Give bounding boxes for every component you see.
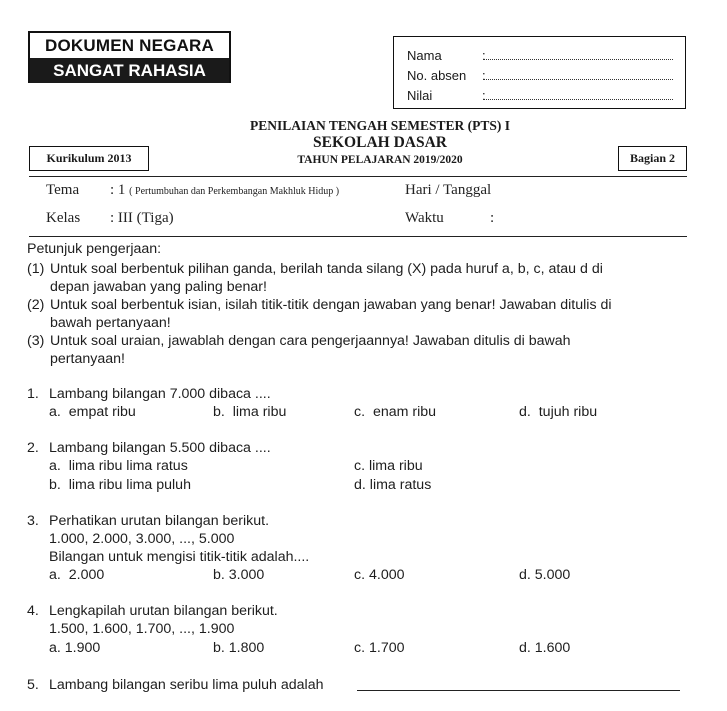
question-4-option-a[interactable]: a. 1.900 (49, 640, 101, 656)
question-3-option-c[interactable]: c. 4.000 (354, 567, 405, 583)
question-3-option-d[interactable]: d. 5.000 (519, 567, 571, 583)
hari-tanggal-label: Hari / Tanggal (405, 182, 492, 198)
identity-box (393, 36, 686, 109)
name-sep: : (482, 48, 486, 63)
waktu-label: Waktu (405, 210, 444, 226)
question-3-text-2: 1.000, 2.000, 3.000, ..., 5.000 (49, 531, 235, 547)
absen-sep: : (482, 68, 486, 83)
instruction-2-line-2: bawah pertanyaan! (50, 315, 171, 331)
question-3-text-3: Bilangan untuk mengisi titik-titik adalah.... (49, 549, 310, 565)
question-1-option-a[interactable]: a. empat ribu (49, 404, 136, 420)
name-dotted-line (483, 47, 673, 60)
stamp-line-2: SANGAT RAHASIA (30, 58, 229, 83)
question-5-answer-line[interactable] (357, 690, 680, 691)
question-3-option-a[interactable]: a. 2.000 (49, 567, 105, 583)
tema-value: : 1 (110, 182, 126, 198)
instruction-1-line-1: Untuk soal berbentuk pilihan ganda, berilah tanda silang (X) pada huruf a, b, c, atau d di (50, 261, 603, 277)
question-2-option-a[interactable]: a. lima ribu lima ratus (49, 458, 188, 474)
kelas-label: Kelas (46, 210, 81, 226)
question-5-text: Lambang bilangan seribu lima puluh adalah (49, 677, 324, 693)
instruction-1-num: (1) (27, 261, 45, 277)
absen-label: No. absen (407, 68, 467, 83)
question-1-option-d[interactable]: d. tujuh ribu (519, 404, 598, 420)
waktu-sep: : (490, 210, 495, 226)
kelas-value: : III (Tiga) (110, 210, 174, 226)
question-4-num: 4. (27, 603, 39, 619)
section-box: Bagian 2 (618, 146, 687, 171)
nilai-sep: : (482, 88, 486, 103)
question-4-option-d[interactable]: d. 1.600 (519, 640, 571, 656)
question-2-text: Lambang bilangan 5.500 dibaca .... (49, 440, 271, 456)
question-1-option-b[interactable]: b. lima ribu (213, 404, 287, 420)
question-4-text-2: 1.500, 1.600, 1.700, ..., 1.900 (49, 621, 235, 637)
question-3-text-1: Perhatikan urutan bilangan berikut. (49, 513, 270, 529)
instruction-2-line-1: Untuk soal berbentuk isian, isilah titik-titik dengan jawaban yang benar! Jawaban ditulis di (50, 297, 612, 313)
question-3-num: 3. (27, 513, 39, 529)
instruction-3-line-1: Untuk soal uraian, jawablah dengan cara pengerjaannya! Jawaban ditulis di bawah (50, 333, 571, 349)
question-2-option-d[interactable]: d. lima ratus (354, 477, 432, 493)
name-field[interactable] (407, 47, 486, 65)
stamp-line-1: DOKUMEN NEGARA (44, 36, 215, 55)
absen-dotted-line (483, 67, 673, 80)
tema-label: Tema (46, 182, 80, 198)
question-1-num: 1. (27, 386, 39, 402)
instruction-3-line-2: pertanyaan! (50, 351, 125, 367)
header-rule (29, 176, 687, 177)
instruction-1-line-2: depan jawaban yang paling benar! (50, 279, 267, 295)
name-label: Nama (407, 48, 442, 63)
exam-title: PENILAIAN TENGAH SEMESTER (PTS) I (249, 118, 511, 133)
tema-description: ( Pertumbuhan dan Perkembangan Makhluk Hidup ) (129, 186, 340, 197)
question-5-num: 5. (27, 677, 39, 693)
school-level: SEKOLAH DASAR (313, 134, 447, 151)
absen-field[interactable] (407, 67, 486, 85)
question-3-option-b[interactable]: b. 3.000 (213, 567, 265, 583)
nilai-field[interactable] (407, 87, 486, 105)
question-2-option-b[interactable]: b. lima ribu lima puluh (49, 477, 191, 493)
instructions-title: Petunjuk pengerjaan: (27, 241, 162, 257)
info-rule (29, 236, 687, 237)
academic-year: TAHUN PELAJARAN 2019/2020 (297, 154, 463, 166)
question-4-text-1: Lengkapilah urutan bilangan berikut. (49, 603, 278, 619)
question-2-option-c[interactable]: c. lima ribu (354, 458, 423, 474)
question-1-option-c[interactable]: c. enam ribu (354, 404, 437, 420)
nilai-label: Nilai (407, 88, 433, 103)
question-4-option-b[interactable]: b. 1.800 (213, 640, 265, 656)
instruction-3-num: (3) (27, 333, 45, 349)
instruction-2-num: (2) (27, 297, 45, 313)
curriculum-box: Kurikulum 2013 (29, 146, 149, 171)
question-4-option-c[interactable]: c. 1.700 (354, 640, 405, 656)
question-2-num: 2. (27, 440, 39, 456)
nilai-dotted-line (483, 87, 673, 100)
question-1-text: Lambang bilangan 7.000 dibaca .... (49, 386, 271, 402)
confidential-stamp (28, 31, 231, 83)
